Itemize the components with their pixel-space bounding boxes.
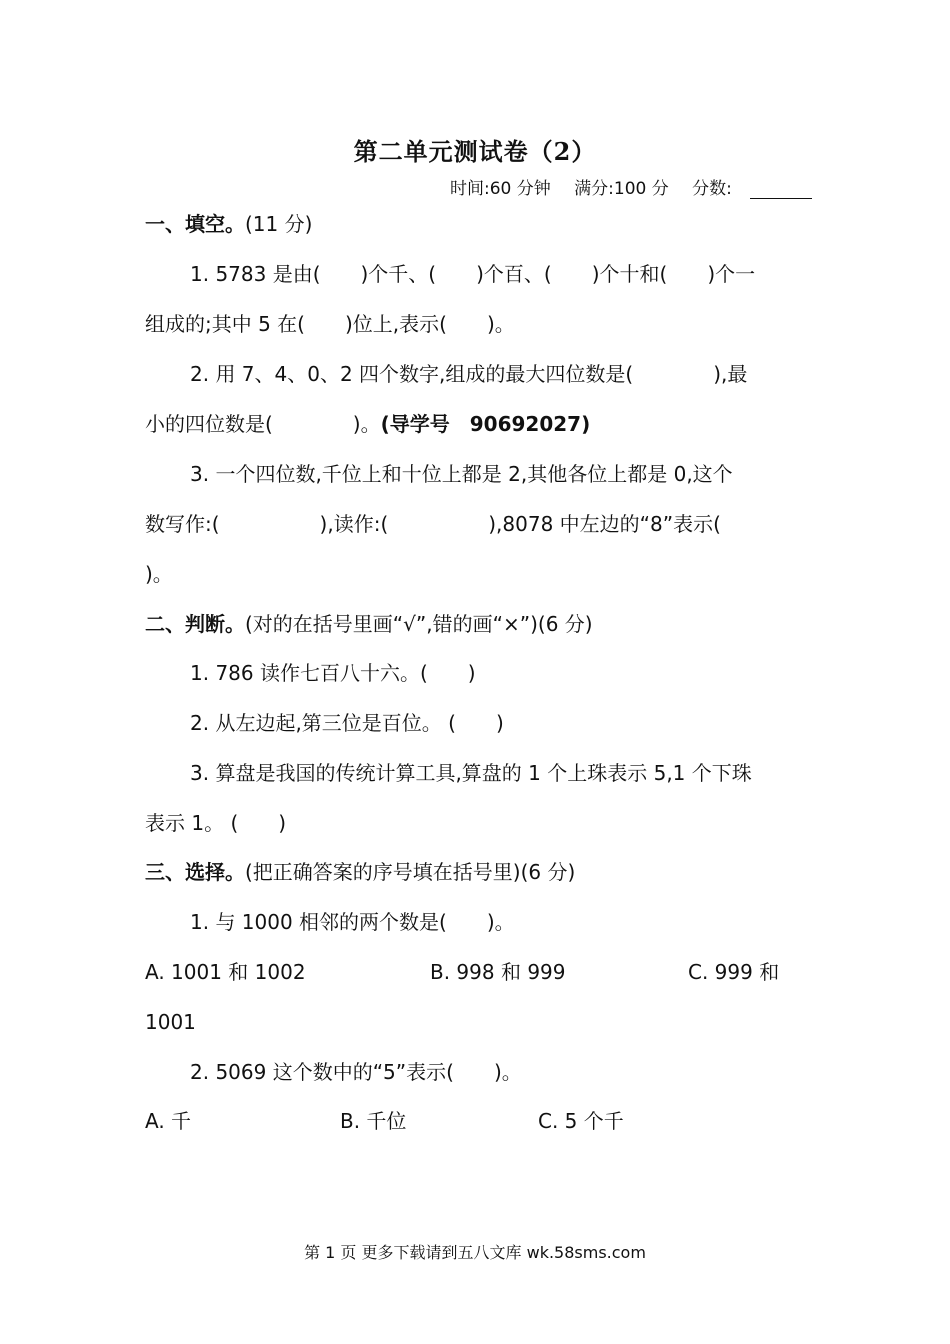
q2-1: 1. 786 读作七百八十六。( ) [190, 661, 476, 685]
q1-1-line-b: 组成的;其中 5 在( )位上,表示( )。 [145, 312, 515, 336]
q1-3-line-c: )。 [145, 562, 173, 586]
q3-1-stem: 1. 与 1000 相邻的两个数是( )。 [190, 910, 515, 934]
q3-1-option-a: A. 1001 和 1002 [145, 960, 306, 984]
page-footer: 第 1 页 更多下载请到五八文库 wk.58sms.com [304, 1243, 646, 1262]
q1-2-line-b: 小的四位数是( )。(导学号 90692027) [145, 412, 591, 436]
score-blank [750, 180, 812, 199]
q3-2-option-b: B. 千位 [340, 1109, 407, 1133]
q3-2-option-a: A. 千 [145, 1109, 192, 1133]
q1-3-line-b: 数写作:( ),读作:( ),8078 中左边的“8”表示( [145, 512, 721, 536]
q3-2-stem: 2. 5069 这个数中的“5”表示( )。 [190, 1060, 522, 1084]
score-label: 分数: [692, 179, 732, 199]
q2-3-line-b: 表示 1。 ( ) [145, 811, 287, 835]
q2-2: 2. 从左边起,第三位是百位。 ( ) [190, 711, 504, 735]
section-1-heading: 一、填空。(11 分) [145, 212, 313, 236]
exam-meta [450, 174, 812, 199]
q3-1-option-c: C. 999 和 [688, 960, 780, 984]
guide-number: (导学号 90692027) [380, 412, 591, 436]
section-2-heading: 二、判断。(对的在括号里画“√”,错的画“×”)(6 分) [145, 612, 593, 636]
page-title: 第二单元测试卷（2） [353, 137, 597, 166]
full-score: 满分:100 分 [574, 179, 669, 199]
q3-2-option-c: C. 5 个千 [538, 1109, 624, 1133]
q2-3-line-a: 3. 算盘是我国的传统计算工具,算盘的 1 个上珠表示 5,1 个下珠 [190, 761, 752, 785]
q1-2-line-a: 2. 用 7、4、0、2 四个数字,组成的最大四位数是( ),最 [190, 362, 748, 386]
q1-3-line-a: 3. 一个四位数,千位上和十位上都是 2,其他各位上都是 0,这个 [190, 462, 733, 486]
q3-1-option-c-cont: 1001 [145, 1010, 196, 1034]
q1-1-line-a: 1. 5783 是由( )个千、( )个百、( )个十和( )个一 [190, 262, 756, 286]
section-3-heading: 三、选择。(把正确答案的序号填在括号里)(6 分) [145, 860, 576, 884]
time-limit: 时间:60 分钟 [450, 179, 551, 199]
q3-1-option-b: B. 998 和 999 [430, 960, 566, 984]
